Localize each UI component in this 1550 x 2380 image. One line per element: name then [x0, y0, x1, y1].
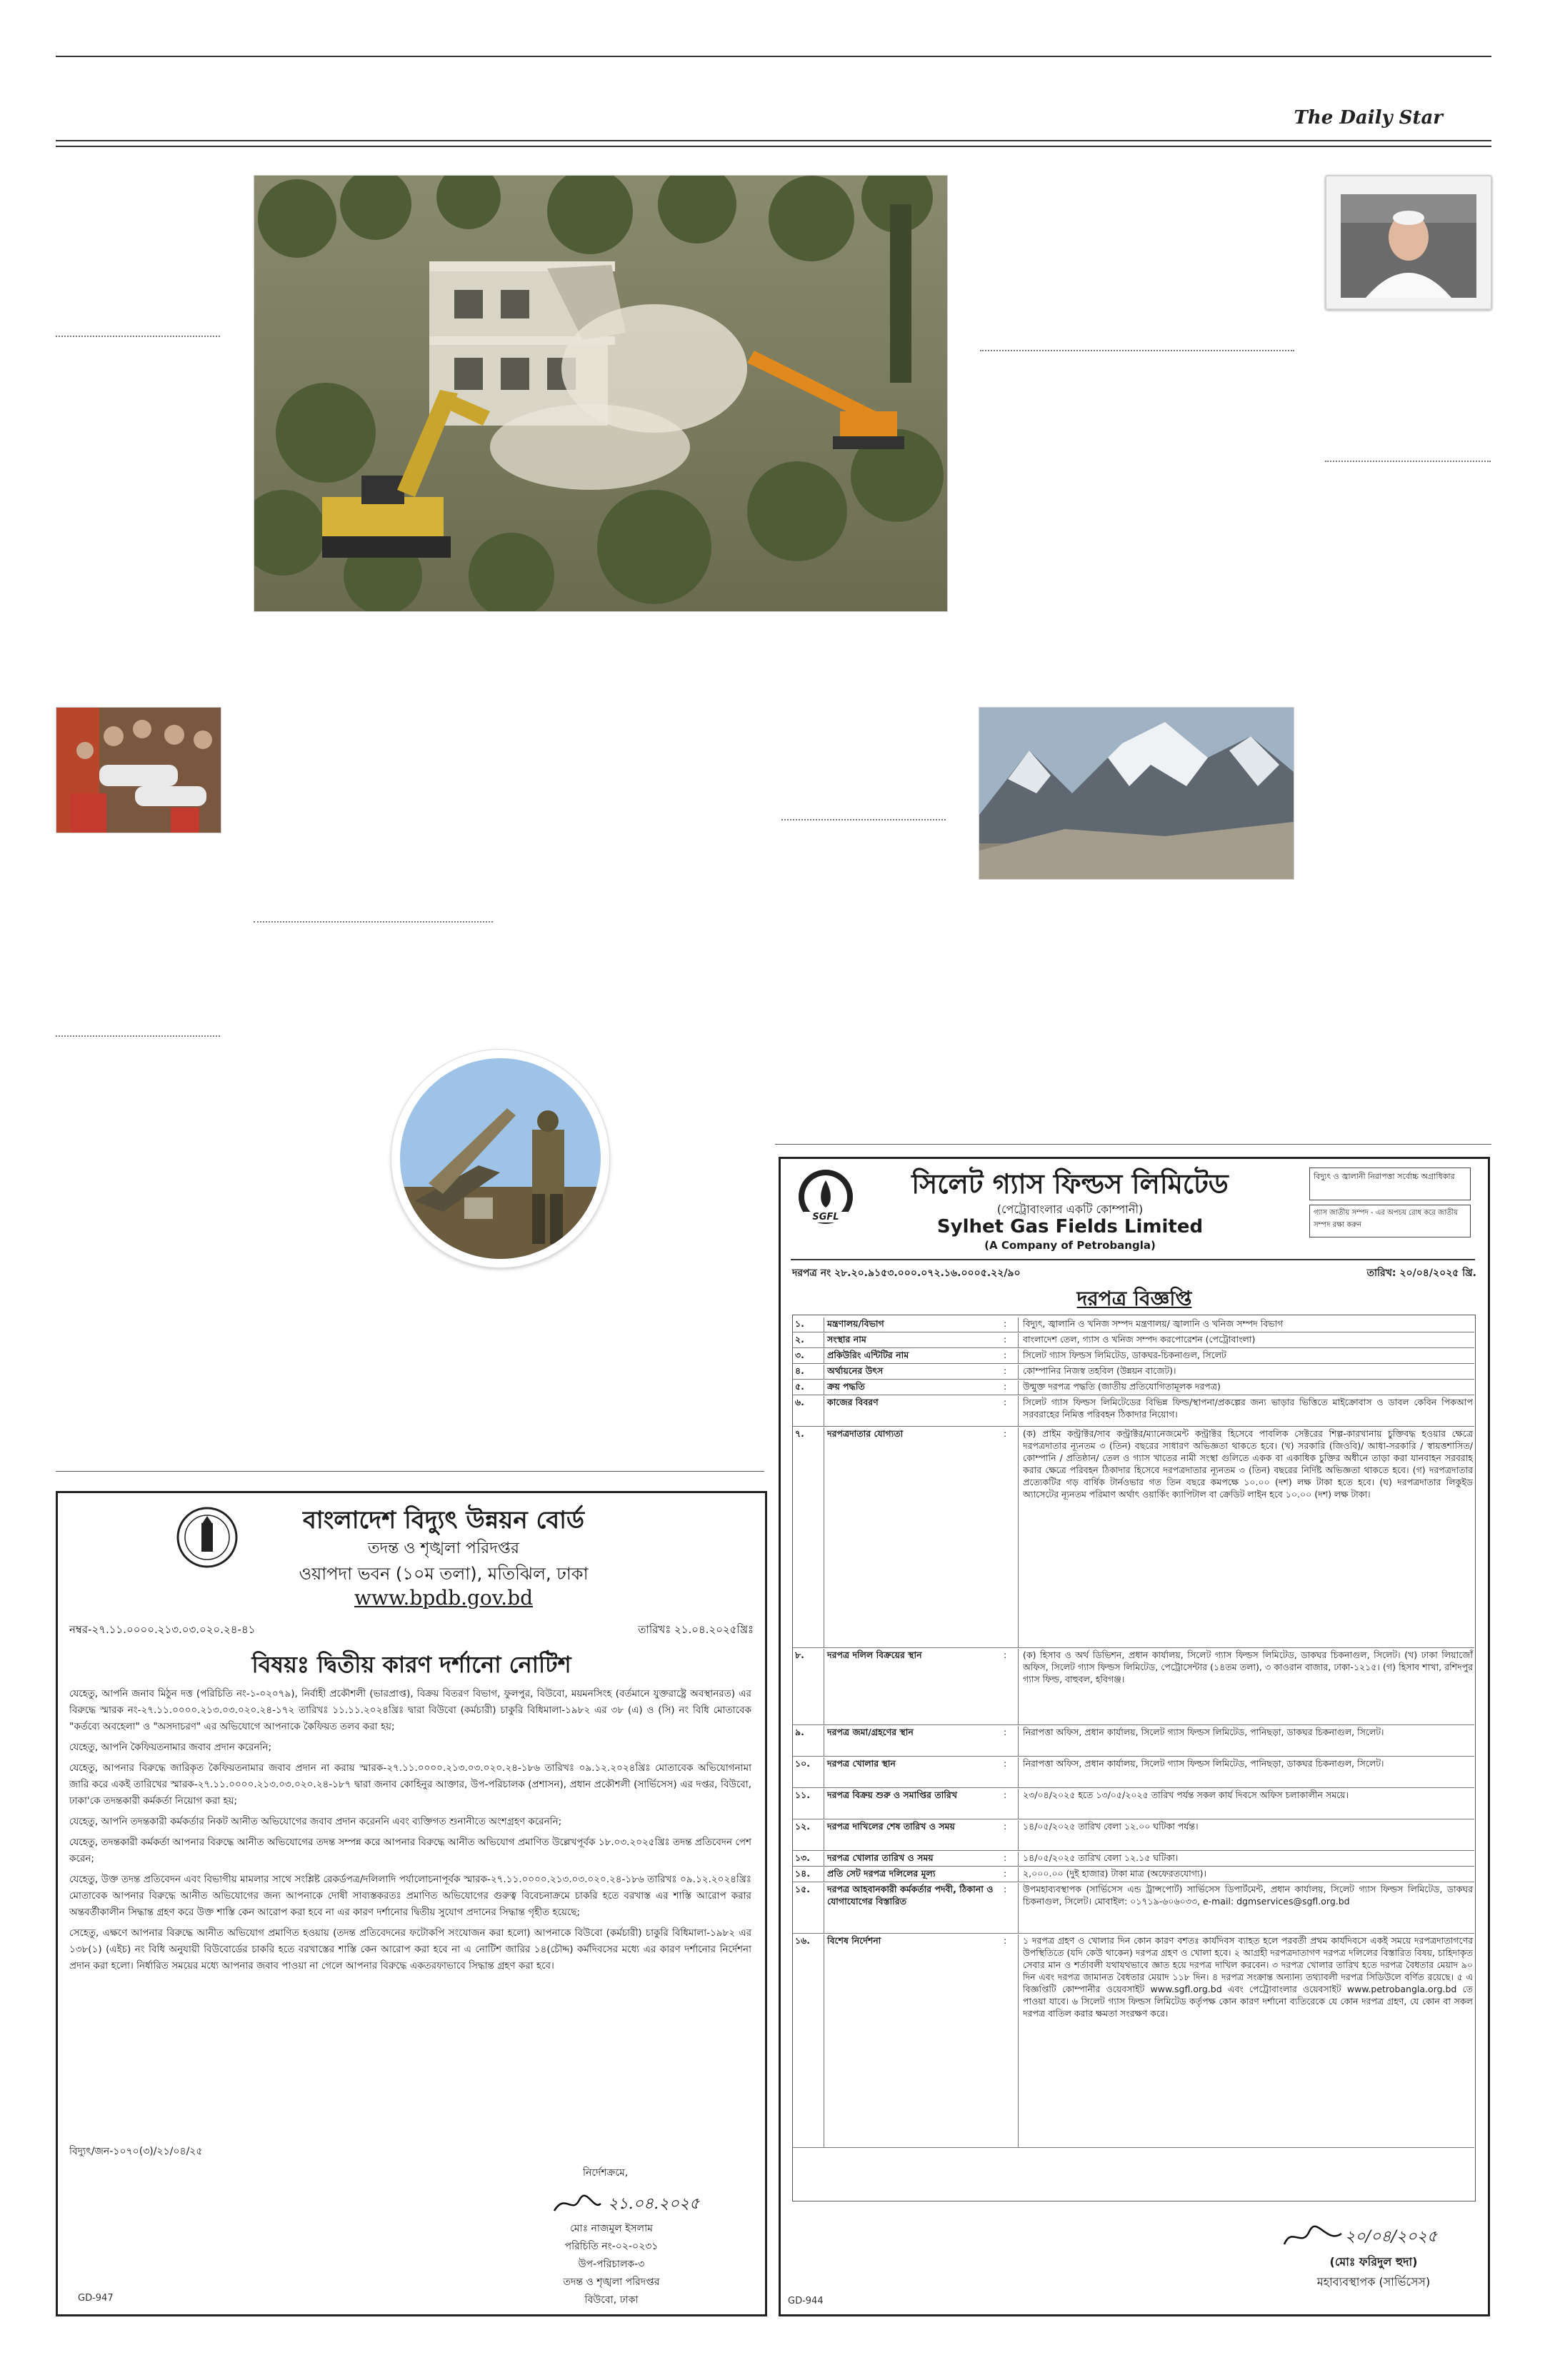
bpdb-date: তারিখঃ ২১.০৪.২০২৫খ্রিঃ: [638, 1623, 754, 1636]
tender-row-value: উপমহাব্যবস্থাপক (সার্ভিসেস এন্ড ট্রান্সপোর্ট) সার্ভিসেস ডিপার্টমেন্ট, প্রধান কার্যালয়, সিলেট গ্যাস ফিল্ডস লিমিটেড, ডাকঘর চিকনাগুল, সিলেট। মোবাইল: ০১৭১৯-৬০৬০৩৩, e-mail: dgmservices@sgfl.org.bd: [1018, 1883, 1473, 1934]
tender-row-number: ৫.: [795, 1381, 804, 1392]
sgfl-slogan-1: বিদ্যুৎ ও জ্বালানী নিরাপত্তা সর্বোচ্চ অগ্রাধিকার: [1314, 1172, 1455, 1181]
tender-row-number: ৯.: [795, 1727, 804, 1737]
tender-row-number: ১.: [795, 1318, 804, 1329]
tender-row-colon: :: [1004, 1789, 1007, 1800]
tender-row-colon: :: [1004, 1318, 1007, 1329]
tender-row-colon: :: [1004, 1727, 1007, 1737]
tender-row-value: ২,০০০.০০ (দুই হাজার) টাকা মাত্র (অফেরতযোগ্য)।: [1018, 1867, 1473, 1882]
tender-row-label: দরপত্র আহবানকারী কর্মকর্তার পদবী, ঠিকানা ও যোগাযোগের বিস্তারিত: [824, 1883, 999, 1934]
tender-row-value: বাংলাদেশ তেল, গ্যাস ও খনিজ সম্পদ করপোরেশন (পেট্রোবাংলা): [1018, 1333, 1473, 1348]
tender-row-value: বিদ্যুৎ, জ্বালানি ও খনিজ সম্পদ মন্ত্রণালয়/ জ্বালানি ও খনিজ সম্পদ বিভাগ: [1018, 1317, 1473, 1332]
separator: [1325, 461, 1491, 462]
sgfl-subtitle-en: (A Company of Petrobangla): [984, 1239, 1156, 1252]
tender-row-colon: :: [1004, 1350, 1007, 1360]
tender-row-colon: :: [1004, 1381, 1007, 1392]
masthead-logo: The Daily Star: [1294, 107, 1443, 129]
separator: [781, 819, 946, 820]
tender-row: [792, 1647, 1474, 1725]
tender-row: [792, 1379, 1474, 1395]
bpdb-paragraph: যেহেতু, তদন্তকারী কর্মকর্তা আপনার বিরুদ্ধে আনীত অভিযোগের তদন্ত সম্পন্ন করে আপনার বিরুদ্ধে আনীত অভিযোগ প্রমাণিত উল্লেখপূর্বক ১৮.০৩.২০২৫খ্রিঃ তদন্ত প্রতিবেদন পেশ করেন;: [69, 1837, 751, 1864]
crowd-photo: [56, 707, 221, 833]
tender-row-colon: :: [1004, 1650, 1007, 1660]
tender-row: [792, 1363, 1474, 1380]
tender-row-value: নিরাপত্তা অফিস, প্রধান কার্যালয়, সিলেট গ্যাস ফিল্ডস লিমিটেড, পানিছড়া, ডাকঘর চিকনাগুল, সিলেট।: [1018, 1757, 1473, 1788]
tender-row-number: ৮.: [795, 1650, 804, 1660]
bpdb-body: [69, 1686, 751, 1979]
tender-row-label: দরপত্র জমা/গ্রহণের স্থান: [824, 1726, 999, 1757]
pope-photo: [1325, 175, 1492, 310]
tender-row-number: ১০.: [795, 1758, 810, 1769]
bpdb-signer-name: মোঃ নাজমুল ইসলাম: [570, 2223, 653, 2234]
separator: [254, 921, 493, 923]
tender-row-label: সংস্থার নাম: [824, 1333, 999, 1348]
tender-row-value: নিরাপত্তা অফিস, প্রধান কার্যালয়, সিলেট গ্যাস ফিল্ডস লিমিটেড, পানিছড়া, ডাকঘর চিকনাগুল, সিলেট।: [1018, 1726, 1473, 1757]
tender-row-label: অর্থায়নের উৎস: [824, 1365, 999, 1380]
separator: [56, 336, 220, 337]
tender-row-number: ৬.: [795, 1397, 804, 1407]
bpdb-signature-date: ২১.০৪.২০২৫: [608, 2195, 700, 2213]
tender-row-value: ১ দরপত্র গ্রহণ ও খোলার দিন কোন কারণ বশতঃ কার্যদিবস ব্যাহত হলে পরবর্তী প্রথম কার্যদিবসে একই সময়ে দরপত্রদাতাগণের উপস্থিতিতে (যদি কেউ থাকেন) দরপত্র গ্রহণ ও খোলা হবে। ২ আগ্রহী দরপত্রদাতাগণ দরপত্র দলিলের বিস্তারিত বিষয়, চাহিদাকৃত সেবার মান ও শর্তাবলী যথাযথভাবে জ্ঞাত হয়ে দরপত্র দাখিল করবেন। ৩ দরপত্র খোলার তারিখ হতে দরপত্র বৈধতার মেয়াদ ৯০ দিন এবং দরপত্র জামানত বৈধতার মেয়াদ ১১৮ দিন। ৪ দরপত্র সংক্রান্ত অন্যান্য তথ্যাবলী দরপত্র সিডিউলে বর্ণিত রয়েছে। ৫ এ বিজ্ঞপ্তিটি কোম্পানীর ওয়েবসাইট www.sgfl.org.bd এবং পেট্রোবাংলার ওয়েবসাইট www.petrobangla.org.bd তে পাওয়া যাবে। ৬ সিলেট গ্যাস ফিল্ডস লিমিটেড কর্তৃপক্ষ কোন কারণ দর্শানো ব্যতিরেকে যে কোন দরপত্র গ্রহণ, যে কোন বা সকল দরপত্র বাতিল করার ক্ষমতা সংরক্ষণ করে।: [1018, 1934, 1473, 2148]
tender-row-label: প্রকিউরিং এন্টিটির নাম: [824, 1349, 999, 1364]
column-rule: [775, 1144, 1491, 1145]
tender-row: [792, 1395, 1474, 1427]
bpdb-paragraph: যেহেতু, আপনি কৈফিয়তনামার জবাব প্রদান করেননি;: [69, 1742, 271, 1753]
bpdb-paragraph: যেহেতু, আপনার বিরুদ্ধে জারিকৃত কৈফিয়তনামার জবাব প্রদান না করায় স্মারক-২৭.১১.০০০০.২১৩.০৩.০২০.২৪-১৮৬ তারিখঃ ০৯.১২.২০২৪খ্রিঃ মোতাবেক অভিযোগনামা জারি করে একই তারিখের স্মারক-২৭.১১.০০০০.২১৩.০৩.০২০.২৪-১৮৭ দ্বারা জনাব কোহিনুর আক্তার, উপ-পরিচালক (প্রশাসন), প্রধান প্রকৌশলী (সার্ভিসেস) এর দপ্তর, বিউবো, ঢাকা'কে তদন্তকারী কর্মকর্তা নিয়োগ করা হয়;: [69, 1762, 751, 1807]
sgfl-name-en: Sylhet Gas Fields Limited: [936, 1216, 1204, 1237]
sgfl-subtitle-bn: (পেট্রোবাংলার একটি কোম্পানী): [996, 1202, 1144, 1216]
tender-row-label: দরপত্র বিক্রয় শুরু ও সমাপ্তির তারিখ: [824, 1789, 999, 1819]
bpdb-signer-dept: তদন্ত ও শৃঙ্খলা পরিদপ্তর: [563, 2276, 660, 2288]
tender-row-label: দরপত্র দলিল বিক্রয়ের স্থান: [824, 1649, 999, 1725]
tender-row: [792, 1347, 1474, 1364]
tender-row-colon: :: [1004, 1884, 1007, 1894]
bpdb-sign-off: নির্দেশক্রমে,: [583, 2167, 629, 2179]
tender-row: [792, 1426, 1474, 1648]
tender-row-value: সিলেট গ্যাস ফিল্ডস লিমিটেডের বিভিন্ন ফিল্ড/স্থাপনা/প্রকল্পের জন্য ভাড়ার ভিত্তিতে মাইক্রোবাস ও ডাবল কেবিন পিকআপ সরবরাহের নিমিত্ত পরিবহন ঠিকাদার নিয়োগ।: [1018, 1396, 1473, 1427]
tender-row-label: দরপত্র দাখিলের শেষ তারিখ ও সময়: [824, 1820, 999, 1851]
tender-row-colon: :: [1004, 1428, 1007, 1439]
separator: [56, 1035, 220, 1037]
sgfl-logo-text: SGFL: [804, 1212, 848, 1222]
separator: [980, 350, 1294, 351]
tender-row-number: ৭.: [795, 1428, 804, 1439]
tender-row-label: দরপত্র খোলার স্থান: [824, 1757, 999, 1788]
sgfl-date: তারিখ: ২০/০৪/২০২৫ খ্রি.: [1366, 1267, 1476, 1279]
sgfl-signer-title: মহাব্যবস্থাপক (সার্ভিসেস): [1316, 2275, 1431, 2289]
tender-row-value: ১৪/০৫/২০২৫ তারিখ বেলা ১২.০০ ঘটিকা পর্যন্ত।: [1018, 1820, 1473, 1851]
bpdb-signer-org: বিউবো, ঢাকা: [584, 2294, 639, 2306]
tender-row: [792, 1850, 1474, 1867]
bpdb-gd-code: GD-947: [78, 2293, 114, 2304]
bpdb-website: www.bpdb.gov.bd: [354, 1586, 534, 1610]
tender-row-value: (ক) হিসাব ও অর্থ ডিভিশন, প্রধান কার্যালয়, সিলেট গ্যাস ফিল্ডস লিমিটেড, ডাকঘর চিকনাগুল, সিলেট। (খ) ঢাকা লিয়াজোঁ অফিস, সিলেট গ্যাস ফিল্ডস লিমিটেড, পেট্রোসেন্টার (১৪তম তলা), ৩ কাওরান বাজার, ঢাকা-১২১৫। (গ) হিসাব শাখা, রশিদপুর গ্যাস ফিল্ড, বাহুবল, হবিগঞ্জ।: [1018, 1649, 1473, 1725]
tender-row-number: ১১.: [795, 1789, 810, 1800]
sgfl-name-bn: সিলেট গ্যাস ফিল্ডস লিমিটেড: [911, 1168, 1229, 1200]
tender-row: [792, 1866, 1474, 1882]
bpdb-memo-no: নম্বর-২৭.১১.০০০০.২১৩.০৩.০২০.২৪-৪১: [69, 1623, 256, 1636]
tender-row-label: বিশেষ নির্দেশনা: [824, 1934, 999, 2148]
tender-row-colon: :: [1004, 1821, 1007, 1832]
tender-row: [792, 1332, 1474, 1348]
sgfl-header-rule: [791, 1259, 1475, 1260]
tender-row-number: ১৫.: [795, 1884, 810, 1894]
tender-row-number: ১৩.: [795, 1852, 810, 1863]
tender-row-label: প্রতি সেট দরপত্র দলিলের মূল্য: [824, 1867, 999, 1882]
sgfl-slogan-2: গ্যাস জাতীয় সম্পদ - এর অপচয় রোধ করে জাতীয় সম্পদ রক্ষা করুন: [1314, 1209, 1459, 1229]
sgfl-gd-code: GD-944: [788, 2296, 824, 2306]
tender-row-label: ক্রয় পদ্ধতি: [824, 1380, 999, 1395]
tender-row-value: সিলেট গ্যাস ফিল্ডস লিমিটেড, ডাকঘর-চিকনাগুল, সিলেট: [1018, 1349, 1473, 1364]
sgfl-slogan-box-1: [1309, 1168, 1471, 1200]
bpdb-notice-ad: [56, 1491, 767, 2316]
tender-row-label: মন্ত্রণালয়/বিভাগ: [824, 1317, 999, 1332]
masthead-rule-1: [56, 140, 1491, 141]
tender-row-colon: :: [1004, 1397, 1007, 1407]
tender-row-value: (ক) প্রাইম কন্ট্রাক্টর/সাব কন্ট্রাক্টর/ম্যানেজমেন্ট কন্ট্রাক্টর হিসেবে পাবলিক সেক্টরের শিল্প-কারখানায় চুক্তিবদ্ধ হওয়ার ক্ষেত্রে দরপত্রদাতার ন্যূনতম ৩ (তিন) বছরের সাধারণ অভিজ্ঞতা থাকতে হবে। (খ) সরকারি (জিওবি)/ আধা-সরকারি / স্বায়ত্তশাসিত/ কোম্পানি / প্রতিষ্ঠান/ তেল ও গ্যাস খাতের নামী সংস্থা গুলিতে একক বা একাধিক চুক্তির অধীনে তাড়া করা যানবাহন সরবরাহ করার ক্ষেত্রে পরিবহন ঠিকাদার হিসেবে দরপত্রদাতার ন্যূনতম ৩ (তিন) বছরের নির্দিষ্ট অভিজ্ঞতা থাকতে হবে। (গ) দরপত্রদাতার প্রত্যেকটির গড় বার্ষিক টার্নওভার গত তিন বছরে কমপক্ষে ১০.০০ (দশ) লক্ষ টাকা হতে হবে। (ঘ) দরপত্রদাতার লিকুইড অ্যাসেটের ন্যূনতম পরিমাণ অর্থাৎ ওয়ার্কিং ক্যাপিটাল বা ক্রেডিট লাইন হবে ১০.০০ (দশ) লক্ষ টাকা।: [1018, 1427, 1473, 1648]
main-photo: [254, 175, 948, 612]
sgfl-title: দরপত্র বিজ্ঞপ্তি: [1076, 1287, 1192, 1310]
tender-row-value: উন্মুক্ত দরপত্র পদ্ধতি (জাতীয় প্রতিযোগিতামূলক দরপত্র): [1018, 1380, 1473, 1395]
tender-row: [792, 1882, 1474, 1934]
sgfl-logo: [796, 1168, 855, 1226]
column-rule: [56, 1471, 764, 1472]
bpdb-org-name: বাংলাদেশ বিদ্যুৎ উন্নয়ন বোর্ড: [302, 1506, 585, 1535]
sgfl-tender-ad: [779, 1157, 1490, 2316]
masthead-rule-2: [56, 146, 1491, 147]
tender-row: [792, 1819, 1474, 1851]
tender-row-value: ২৩/০৪/২০২৫ হতে ১৩/০৫/২০২৫ তারিখ পর্যন্ত সকল কার্য দিবসে অফিস চলাকালীন সময়ে।: [1018, 1789, 1473, 1819]
mountain-photo: [979, 707, 1294, 880]
sgfl-memo-no: দরপত্র নং ২৮.২০.৯১৫৩.০০০.০৭২.১৬.০০০৫.২২/৯০: [792, 1267, 1021, 1279]
bpdb-paragraph: যেহেতু, উক্ত তদন্ত প্রতিবেদন এবং বিভাগীয় মামলার সাথে সংশ্লিষ্ট রেকর্ডপত্র/দলিলাদি পর্যালোচনাপূর্বক স্মারক-২৭.১১.০০০০.২১৩.০৩.০২০.২৪-১৮৬ তারিখঃ ০৯.১২.২০২৪খ্রিঃ মোতাবেক আপনার বিরুদ্ধে আনীত অভিযোগের জন্য আপনাকে দোষী সাব্যস্তকরতঃ প্রমাণিত অভিযোগের গুরুত্ব বিবেচনাক্রমে চাকরি হতে বরখাস্ত এর শাস্তি আরোপ করার অন্তবর্তীকালীন সিদ্ধান্ত গ্রহণ করে উক্ত শাস্তি কেন আরোপ করা হবে না এর কারণ দর্শানোর দ্বিতীয় সুযোগ প্রদানের সিদ্ধান্ত গৃহীত হয়েছে;: [69, 1874, 751, 1918]
tender-row-number: ১২.: [795, 1821, 810, 1832]
tender-row-colon: :: [1004, 1868, 1007, 1879]
tender-row-colon: :: [1004, 1758, 1007, 1769]
bpdb-department: তদন্ত ও শৃঙ্খলা পরিদপ্তর: [368, 1540, 519, 1557]
tender-row-colon: :: [1004, 1852, 1007, 1863]
soldier-photo: [391, 1050, 609, 1267]
sgfl-signature-date: ২০/০৪/২০২৫: [1345, 2228, 1438, 2246]
bpdb-title: বিষয়ঃ দ্বিতীয় কারণ দর্শানো নোটিশ: [251, 1651, 571, 1678]
bpdb-ref-line: বিদ্যুৎ/জন-১০৭০(৩)/২১/০৪/২৫: [69, 2146, 203, 2157]
tender-row-colon: :: [1004, 1935, 1007, 1946]
sgfl-slogan-box-2: [1309, 1205, 1471, 1237]
bpdb-paragraph: যেহেতু, আপনি জনাব মিঠুন দত্ত (পরিচিতি নং-১-০২০৭৯), নির্বাহী প্রকৌশলী (ভারপ্রাপ্ত), বিক্রয় বিতরণ বিভাগ, ফুলপুর, বিউবো, ময়মনসিংহ (বর্তমানে যুক্তরাষ্ট্রে অবস্থানরত) এর বিরুদ্ধে স্মারক নং-২৭.১১.০০০০.২১৩.০৩.০২০.২৪-১৭২ তারিখঃ ১১.১১.২০২৪খ্রিঃ দ্বারা বিউবো (কর্মচারী) চাকুরি বিধিমালা-১৯৮২ এর ৩৮ (এ) ও (সি) নং বিধি মোতাবেক "কর্তব্যে অবহেলা" ও "অসদাচরণ" এর অভিযোগে আপনাকে কৈফিয়ত তলব করা হয়;: [69, 1688, 751, 1732]
sgfl-signer-name: (মোঃ ফরিদুল হুদা): [1329, 2255, 1418, 2269]
tender-row-colon: :: [1004, 1365, 1007, 1376]
top-rule: [56, 56, 1491, 57]
tender-row-number: ১৪.: [795, 1868, 810, 1879]
tender-row-number: ২.: [795, 1334, 804, 1345]
tender-row-colon: :: [1004, 1334, 1007, 1345]
tender-row-number: ১৬.: [795, 1935, 810, 1946]
tender-row: [792, 1724, 1474, 1757]
bpdb-signer-id: পরিচিতি নং-০২-০২৩১: [564, 2241, 659, 2252]
tender-row-number: ৩.: [795, 1350, 804, 1360]
bpdb-address: ওয়াপদা ভবন (১০ম তলা), মতিঝিল, ঢাকা: [299, 1564, 589, 1584]
tender-row-value: ১৪/০৫/২০২৫ তারিখ বেলা ১২.১৫ ঘটিকা।: [1018, 1852, 1473, 1867]
tender-row: [792, 1316, 1474, 1332]
tender-row: [792, 1933, 1474, 2148]
bpdb-paragraph: সেহেতু, এক্ষণে আপনার বিরুদ্ধে আনীত অভিযোগ প্রমাণিত হওয়ায় (তদন্ত প্রতিবেদনের ফটোকপি সংযোজন করা হলো) আপনাকে বিউবো (কর্মচারী) চাকুরি বিধিমালা-১৯৮২ এর ১৩৮(১) (এইচ) নং বিধি অনুযায়ী বিউবোর্ডের চাকরি হতে বরখাস্তের শাস্তি কেন আরোপ করা হবে না এ নোটিশ জারির ১৪(চৌদ্দ) কর্মদিবসের মধ্যে এর কারণ দর্শানোর নির্দেশনা প্রদান করা হলো। নির্ধারিত সময়ের মধ্যে আপনার জবাব পাওয়া না গেলে আপনার বিরুদ্ধে একতরফাভাবে সিদ্ধান্ত গ্রহণ করা হবে।: [69, 1927, 751, 1972]
tender-row: [792, 1756, 1474, 1788]
tender-row-label: দরপত্রদাতার যোগ্যতা: [824, 1427, 999, 1648]
bpdb-signer-title: উপ-পরিচালক-৩: [578, 2259, 645, 2270]
tender-row-label: কাজের বিবরণ: [824, 1396, 999, 1427]
tender-row-value: কোম্পানির নিজস্ব তহবিল (উন্নয়ন বাজেট)।: [1018, 1365, 1473, 1380]
tender-row: [792, 1787, 1474, 1819]
bpdb-logo: [176, 1506, 239, 1569]
tender-row-label: দরপত্র খোলার তারিখ ও সময়: [824, 1852, 999, 1867]
bpdb-paragraph: যেহেতু, আপনি তদন্তকারী কর্মকর্তার নিকট আনীত অভিযোগের জবাব প্রদান করেননি এবং ব্যক্তিগত শুনানীতে অংশগ্রহণ করেননি;: [69, 1816, 562, 1827]
tender-row-number: ৪.: [795, 1365, 804, 1376]
